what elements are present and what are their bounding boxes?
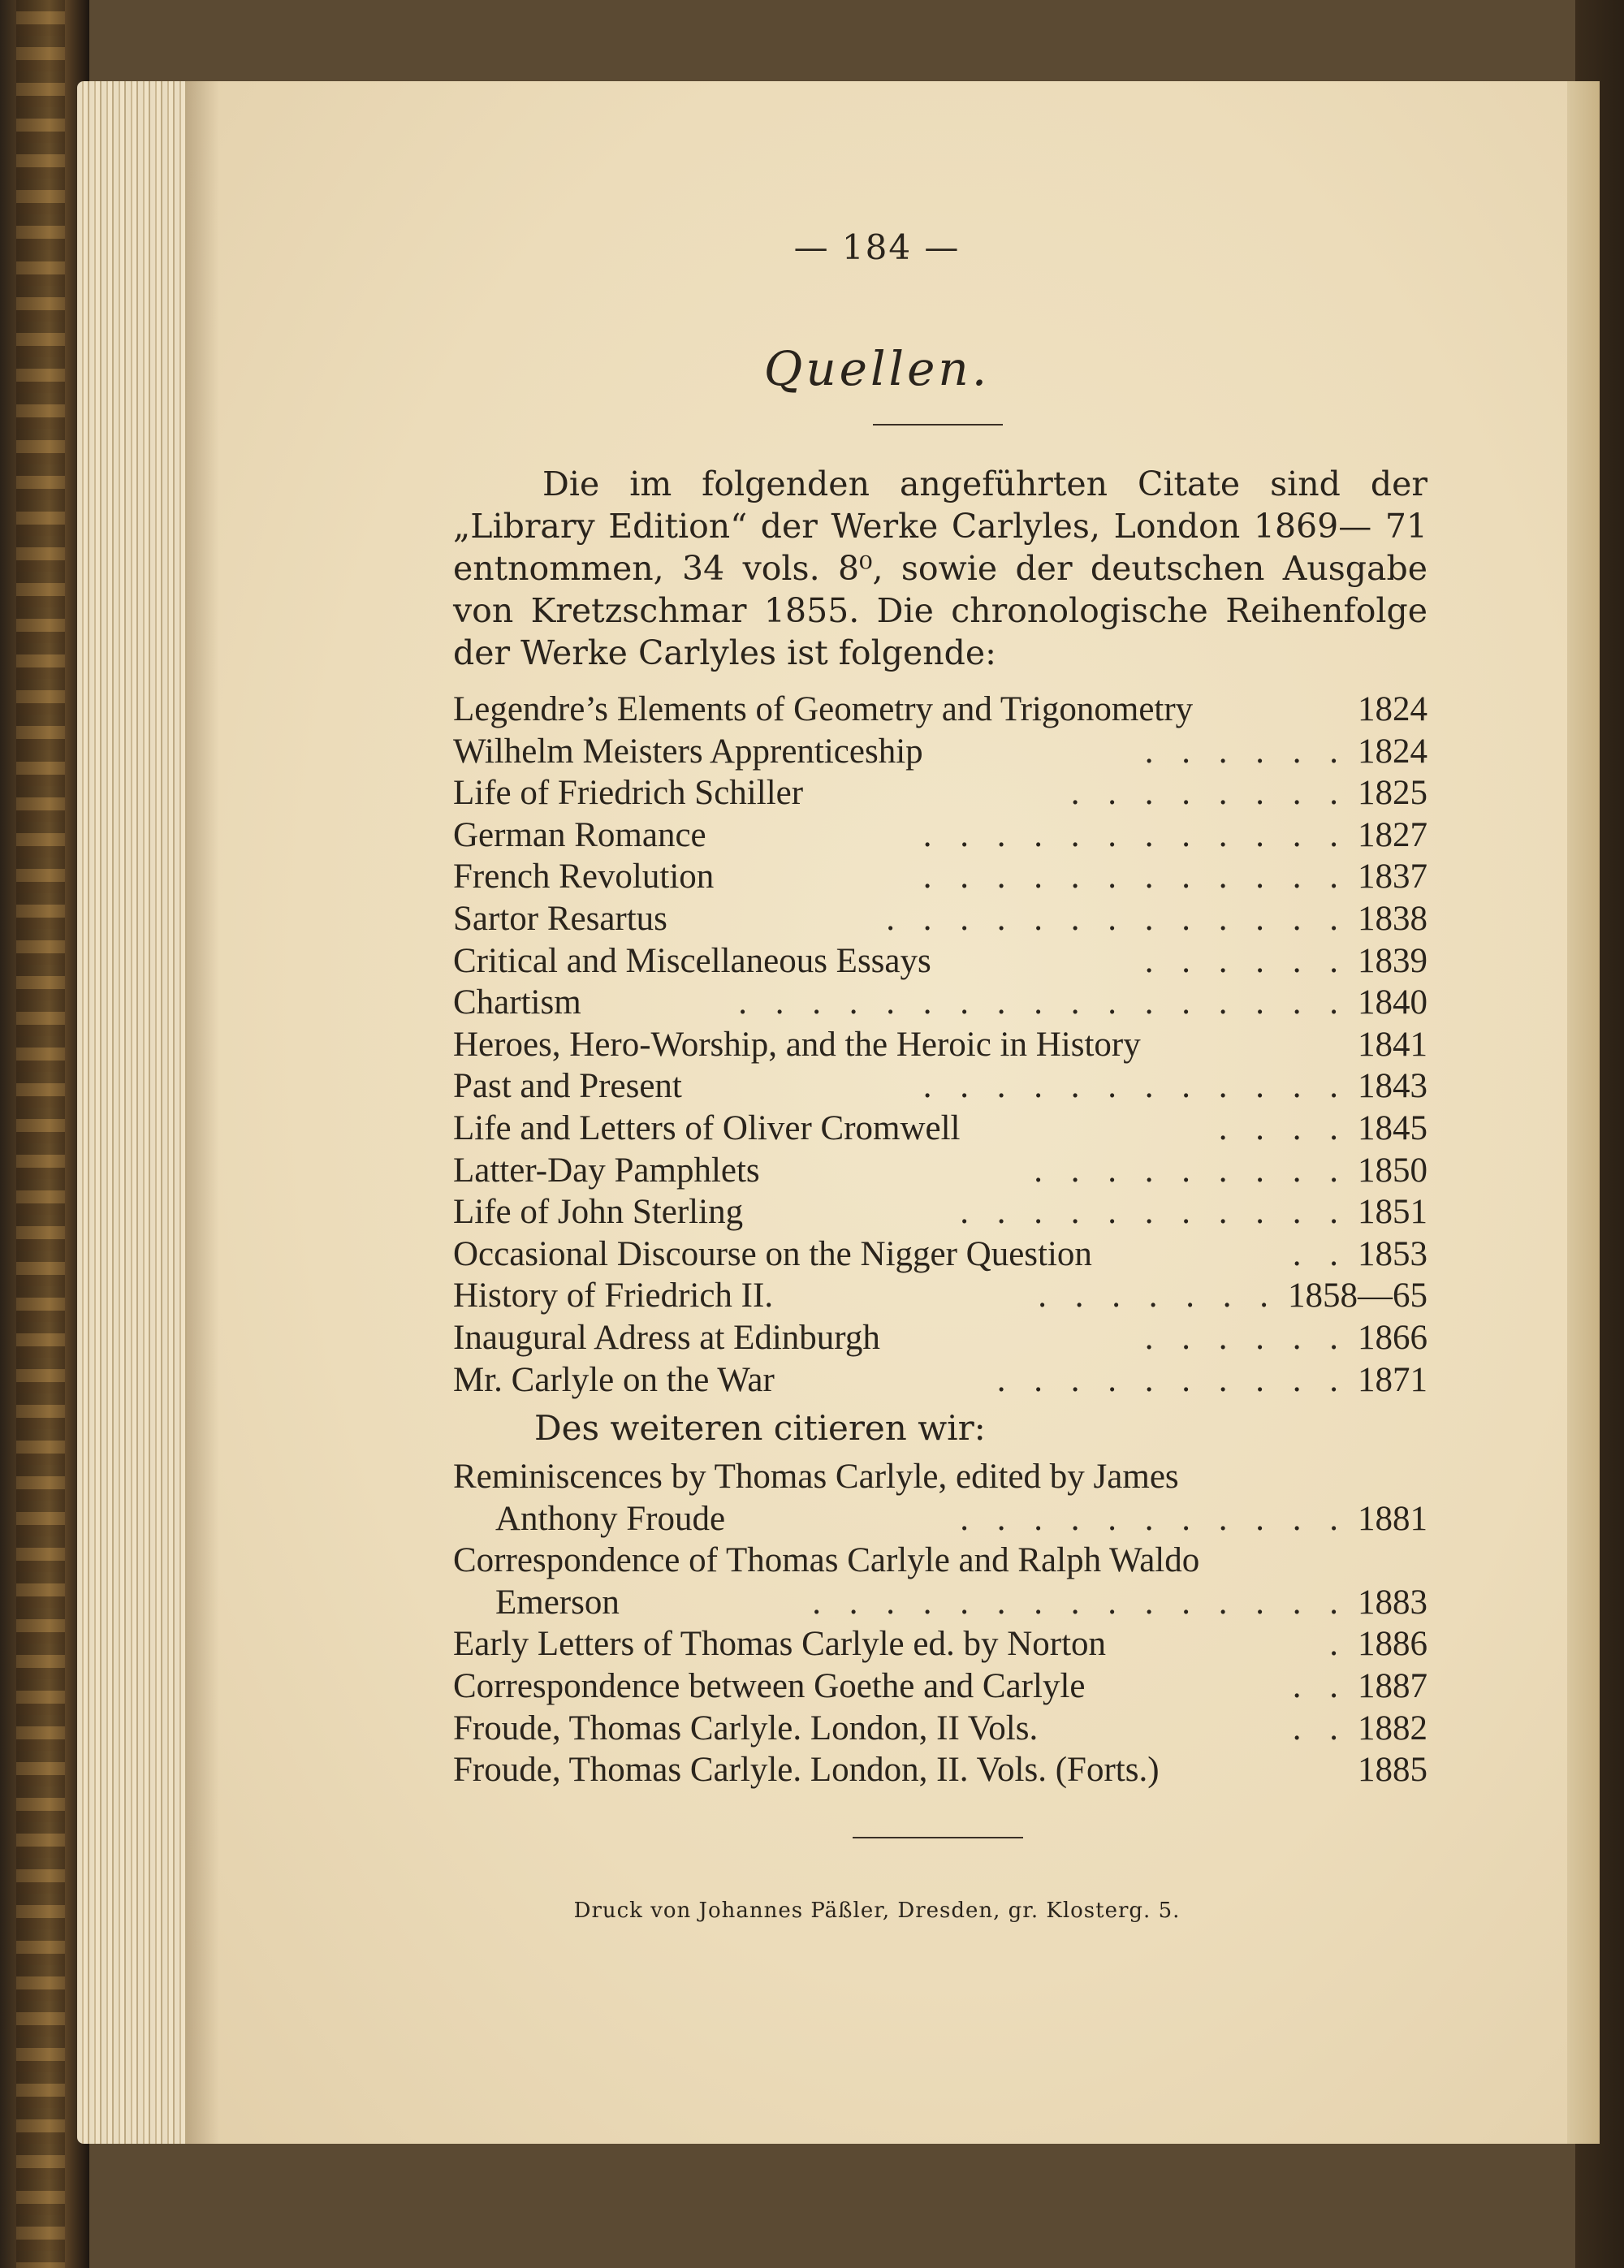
work-year: 1885: [1358, 1751, 1427, 1790]
leader-dots: . . . . . . .: [1038, 1277, 1278, 1315]
leader-dots: . . . . . . . . . . . . . . . . .: [738, 983, 1348, 1022]
list-item: [453, 1065, 1427, 1108]
work-year: 1887: [1358, 1667, 1427, 1706]
work-title: Occasional Discourse on the Nigger Question: [453, 1234, 1092, 1273]
leader-dots: . .: [1292, 1234, 1348, 1273]
list-item: [453, 1498, 1427, 1540]
list-item: [453, 1749, 1427, 1791]
work-title: Critical and Miscellaneous Essays: [453, 941, 931, 980]
leader-dots: . . . . . . . . . . . .: [922, 1067, 1348, 1106]
work-title: Wilhelm Meisters Apprenticeship: [453, 732, 923, 771]
work-year: 1825: [1358, 774, 1427, 813]
printer-imprint: Druck von Johannes Päßler, Dresden, gr. Klosterg. 5.: [573, 1899, 1181, 1923]
work-title: German Romance: [453, 815, 706, 854]
work-title: Mr. Carlyle on the War: [453, 1360, 775, 1399]
work-year: 1843: [1358, 1067, 1427, 1106]
work-year: 1845: [1358, 1108, 1427, 1147]
work-title: Life and Letters of Oliver Cromwell: [453, 1108, 961, 1147]
page-edges: [77, 81, 191, 2144]
book-cover-left: [0, 0, 89, 2268]
leader-dots: . . . . . . . .: [1070, 774, 1348, 813]
work-year: 1881: [1358, 1499, 1427, 1538]
work-year: 1838: [1358, 899, 1427, 938]
title-rule: [873, 424, 1003, 426]
list-item: [453, 1191, 1427, 1233]
work-year: 1837: [1358, 858, 1427, 896]
work-title: Heroes, Hero-Worship, and the Heroic in History: [453, 1025, 1141, 1064]
work-title: Life of Friedrich Schiller: [453, 774, 804, 813]
leader-dots: . . . . . . . . . . .: [960, 1193, 1348, 1232]
list-item: [453, 1317, 1427, 1359]
list-item: [453, 689, 1427, 731]
work-year: 1871: [1358, 1360, 1427, 1399]
work-title: History of Friedrich II.: [453, 1277, 774, 1315]
intro-paragraph: [453, 463, 1427, 674]
work-title: Chartism: [453, 983, 581, 1022]
leader-dots: . . . . . .: [1144, 941, 1348, 980]
work-title: Correspondence between Goethe and Carlyle: [453, 1667, 1086, 1706]
work-year: 1858—65: [1288, 1277, 1427, 1315]
leader-dots: . . . . . . . . .: [1034, 1151, 1348, 1190]
list-item: [453, 1582, 1427, 1624]
leader-dots: . . . . . . . . . . . .: [922, 815, 1348, 854]
work-year: 1851: [1358, 1193, 1427, 1232]
list-item: [453, 1024, 1427, 1066]
list-item: [453, 731, 1427, 773]
leader-dots: . . . . . .: [1144, 1318, 1348, 1357]
leader-dots: . . . . . .: [1144, 732, 1348, 771]
work-year: 1850: [1358, 1151, 1427, 1190]
work-title: Reminiscences by Thomas Carlyle, edited by James: [453, 1458, 1179, 1497]
list-item: [453, 814, 1427, 857]
list-item: [453, 1708, 1427, 1750]
section-subheading: Des weiteren citieren wir:: [534, 1408, 986, 1449]
work-year: 1853: [1358, 1234, 1427, 1273]
work-title: Froude, Thomas Carlyle. London, II. Vols. (Forts.): [453, 1751, 1160, 1790]
work-title: Early Letters of Thomas Carlyle ed. by Norton: [453, 1625, 1107, 1664]
page-number: — 184 —: [793, 227, 961, 267]
work-title: Emerson: [495, 1583, 620, 1622]
list-item: [453, 1623, 1427, 1665]
facing-page-edge: [1567, 81, 1600, 2144]
work-year: 1827: [1358, 815, 1427, 854]
leader-dots: .: [1329, 1625, 1348, 1664]
leader-dots: . . . . . . . . . . . . .: [886, 899, 1348, 938]
page-title: Quellen.: [763, 341, 991, 396]
work-title: Froude, Thomas Carlyle. London, II Vols.: [453, 1709, 1039, 1747]
list-item: [453, 772, 1427, 814]
work-year: 1839: [1358, 941, 1427, 980]
list-item: [453, 856, 1427, 898]
work-year: 1841: [1358, 1025, 1427, 1064]
work-year: 1882: [1358, 1709, 1427, 1747]
page-content: [187, 81, 1567, 2144]
list-item: [453, 1275, 1427, 1317]
work-title: Legendre’s Elements of Geometry and Trigonometry: [453, 690, 1194, 728]
work-title: Latter-Day Pamphlets: [453, 1151, 760, 1190]
leader-dots: . . . . . . . . . .: [996, 1360, 1348, 1399]
list-item: [453, 1359, 1427, 1402]
list-item: [453, 1456, 1427, 1498]
list-item: [453, 1540, 1427, 1582]
work-title: Anthony Froude: [495, 1499, 726, 1538]
leader-dots: . . . . . . . . . . .: [960, 1499, 1348, 1538]
list-item: [453, 1150, 1427, 1192]
list-item: [453, 940, 1427, 983]
leader-dots: . . . . . . . . . . . . . . .: [812, 1583, 1348, 1622]
intro-text: Die im folgenden angeführten Citate sind der „Library Edition“ der Werke Carlyles, London 1869— 71 entnommen, 34 vols. 8⁰, sowie der deutschen Ausgabe von Kretzschmar 1855. Die chronologische Reihenfolge der Werke Carlyles ist folgende:: [453, 464, 1427, 672]
leader-dots: . . . .: [1218, 1108, 1348, 1147]
work-title: Past and Present: [453, 1067, 682, 1106]
list-item: [453, 1108, 1427, 1150]
work-year: 1840: [1358, 983, 1427, 1022]
works-list: [453, 689, 1427, 1791]
list-item: [453, 1233, 1427, 1276]
end-rule: [853, 1837, 1023, 1838]
work-title: Life of John Sterling: [453, 1193, 744, 1232]
leader-dots: . .: [1292, 1709, 1348, 1747]
work-title: Inaugural Adress at Edinburgh: [453, 1318, 880, 1357]
work-year: 1824: [1358, 732, 1427, 771]
work-title: Correspondence of Thomas Carlyle and Ralph Waldo: [453, 1541, 1200, 1580]
list-item: [453, 898, 1427, 940]
list-item: [453, 982, 1427, 1024]
work-year: 1886: [1358, 1625, 1427, 1664]
work-title: French Revolution: [453, 858, 715, 896]
work-title: Sartor Resartus: [453, 899, 667, 938]
work-year: 1883: [1358, 1583, 1427, 1622]
work-year: 1824: [1358, 690, 1427, 728]
leader-dots: . . . . . . . . . . . .: [922, 858, 1348, 896]
work-year: 1866: [1358, 1318, 1427, 1357]
leader-dots: . .: [1292, 1667, 1348, 1706]
list-item: [453, 1665, 1427, 1708]
